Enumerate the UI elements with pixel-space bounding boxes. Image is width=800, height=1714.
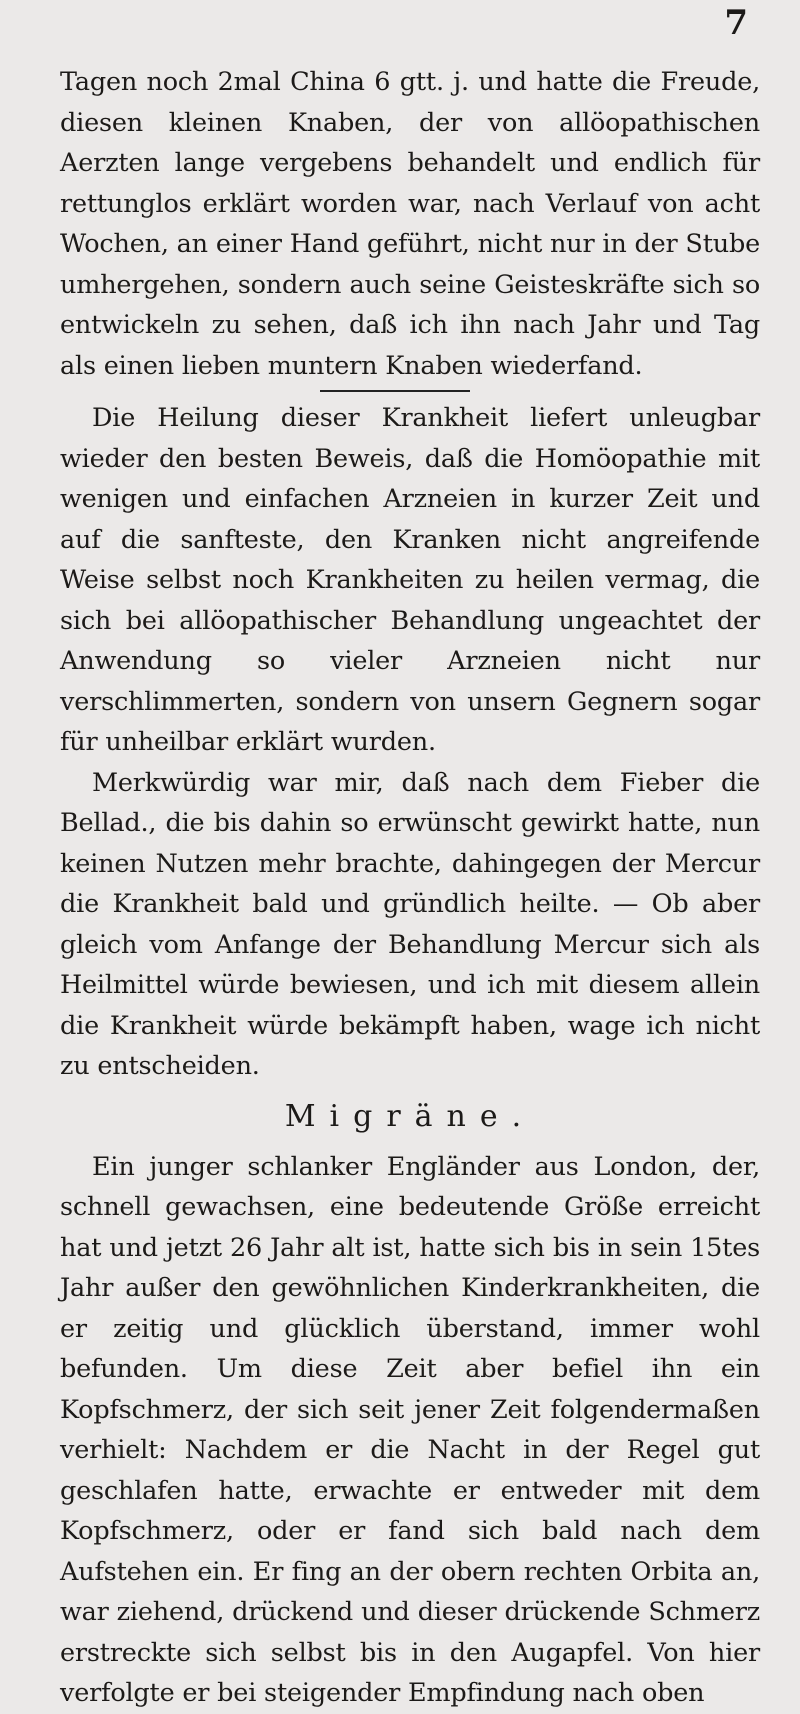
paragraph-heilung: Die Heilung dieser Krankheit liefert unleugbar wieder den besten Beweis, daß die Homöopathie mit wenigen und einfachen Arzneien in kurzer Zeit und auf die sanfteste, den Kranken nicht angreifende Weise selbst noch Krankheiten zu heilen vermag, die sich bei allöopathischer Behandlung ungeachtet der Anwendung so vieler Arzneien nicht nur verschlimmerten, sondern von unsern Gegnern sogar für unheilbar erklärt wurden. (60, 403, 760, 757)
paragraph-migraene: Ein junger schlanker Engländer aus London, der, schnell gewachsen, eine bedeutende Größe erreicht hat und jetzt 26 Jahr alt ist, hatte sich bis in sein 15tes Jahr außer den gewöhnlichen Kinderkrankheiten, die er zeitig und glücklich überstand, immer wohl befunden. Um diese Zeit aber befiel ihn ein Kopfschmerz, der sich seit jener Zeit folgendermaßen verhielt: Nachdem er die Nacht in der Regel gut geschlafen hatte, erwachte er entweder mit dem Kopfschmerz, oder er fand sich bald nach dem Aufstehen ein. Er fing an der obern rechten Orbita an, war ziehend, drückend und dieser drückende Schmerz erstreckte sich selbst bis in den Augapfel. Von hier verfolgte er bei steigender Empfindung nach oben (60, 1151, 760, 1708)
paragraph-continued: Tagen noch 2mal China 6 gtt. j. und hatte die Freude, diesen kleinen Knaben, der von allöopathischen Aerzten lange vergebens behandelt und endlich für rettunglos erklärt worden war, nach Verlauf von acht Wochen, an einer Hand geführt, nicht nur in der Stube umhergehen, sondern auch seine Geisteskräfte sich so entwickeln zu sehen, daß ich ihn nach Jahr und Tag als einen lieben muntern Knaben wiederfand. (60, 67, 760, 381)
section-divider (320, 390, 470, 392)
section-heading: Migräne. (284, 1098, 536, 1134)
paragraph-merkwuerdig: Merkwürdig war mir, daß nach dem Fieber die Bellad., die bis dahin so erwünscht gewirkt hatte, nun keinen Nutzen mehr brachte, dahingegen der Mercur die Krankheit bald und gründlich heilte. — Ob aber gleich vom Anfange der Behandlung Mercur sich als Heilmittel würde bewiesen, und ich mit diesem allein die Krankheit würde bekämpft haben, wage ich nicht zu entscheiden. (60, 767, 760, 1081)
page-number: 7 (724, 3, 748, 43)
